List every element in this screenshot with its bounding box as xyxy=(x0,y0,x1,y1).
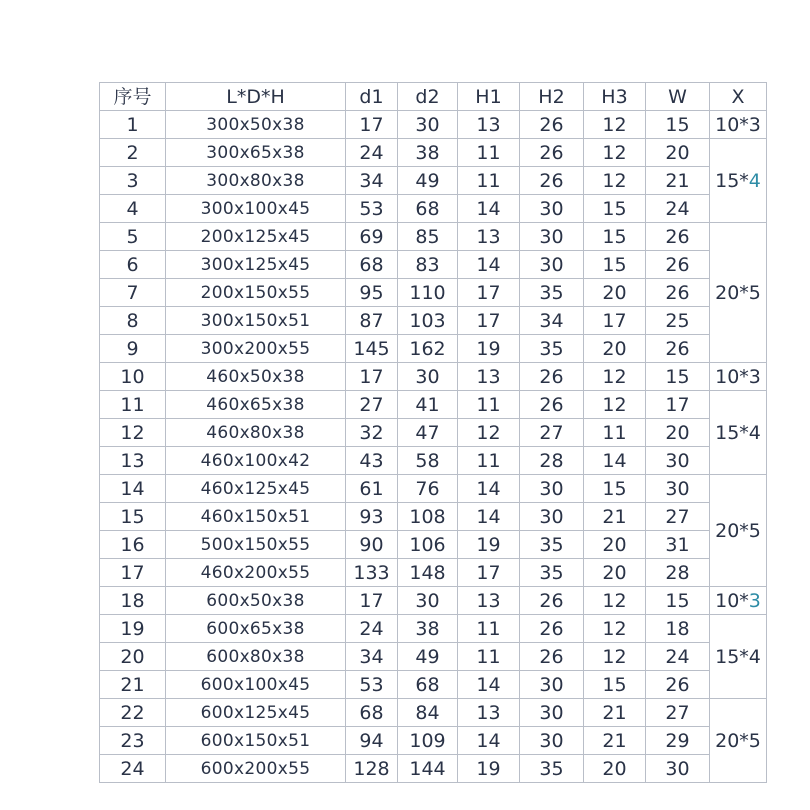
cell-d1: 53 xyxy=(346,195,398,223)
cell-h3: 12 xyxy=(584,615,646,643)
cell-h1: 11 xyxy=(458,447,520,475)
cell-h3: 12 xyxy=(584,167,646,195)
cell-w: 20 xyxy=(646,419,710,447)
cell-index: 20 xyxy=(100,643,166,671)
cell-h1: 14 xyxy=(458,727,520,755)
x-base: 20* xyxy=(715,729,749,752)
cell-d2: 41 xyxy=(398,391,458,419)
cell-w: 24 xyxy=(646,643,710,671)
cell-h1: 13 xyxy=(458,699,520,727)
cell-h3: 12 xyxy=(584,391,646,419)
header-index: 序号 xyxy=(100,83,166,111)
cell-h3: 12 xyxy=(584,363,646,391)
cell-d2: 38 xyxy=(398,139,458,167)
cell-w: 30 xyxy=(646,447,710,475)
cell-ldh: 600x65x38 xyxy=(166,615,346,643)
cell-x xyxy=(710,111,767,139)
cell-d1: 69 xyxy=(346,223,398,251)
cell-index: 19 xyxy=(100,615,166,643)
cell-h1: 17 xyxy=(458,279,520,307)
cell-ldh: 460x80x38 xyxy=(166,419,346,447)
cell-d2: 30 xyxy=(398,363,458,391)
table-row xyxy=(100,111,767,139)
cell-d1: 128 xyxy=(346,755,398,783)
table-row xyxy=(100,447,767,475)
cell-d2: 148 xyxy=(398,559,458,587)
cell-d1: 27 xyxy=(346,391,398,419)
header-d2: d2 xyxy=(398,83,458,111)
x-base: 15* xyxy=(715,645,749,668)
x-base: 15* xyxy=(715,169,749,192)
cell-h2: 35 xyxy=(520,531,584,559)
cell-ldh: 300x80x38 xyxy=(166,167,346,195)
table-row xyxy=(100,587,767,615)
table-row xyxy=(100,531,767,559)
cell-h2: 30 xyxy=(520,195,584,223)
header-d1: d1 xyxy=(346,83,398,111)
table-row xyxy=(100,139,767,167)
cell-h2: 26 xyxy=(520,167,584,195)
cell-ldh: 200x125x45 xyxy=(166,223,346,251)
cell-ldh: 460x65x38 xyxy=(166,391,346,419)
cell-h3: 15 xyxy=(584,475,646,503)
cell-h3: 21 xyxy=(584,699,646,727)
cell-d2: 162 xyxy=(398,335,458,363)
x-base: 20* xyxy=(715,281,749,304)
cell-h1: 17 xyxy=(458,559,520,587)
x-num: 4 xyxy=(748,645,761,668)
cell-h3: 20 xyxy=(584,755,646,783)
cell-x xyxy=(710,587,767,615)
cell-h3: 15 xyxy=(584,195,646,223)
cell-ldh: 300x150x51 xyxy=(166,307,346,335)
cell-h2: 30 xyxy=(520,251,584,279)
cell-d2: 68 xyxy=(398,671,458,699)
cell-w: 15 xyxy=(646,111,710,139)
cell-h3: 12 xyxy=(584,643,646,671)
cell-h3: 21 xyxy=(584,503,646,531)
cell-h3: 12 xyxy=(584,139,646,167)
cell-w: 26 xyxy=(646,671,710,699)
x-num: 3 xyxy=(748,589,761,612)
cell-d2: 76 xyxy=(398,475,458,503)
cell-h2: 26 xyxy=(520,363,584,391)
cell-d1: 17 xyxy=(346,111,398,139)
cell-d2: 38 xyxy=(398,615,458,643)
cell-index: 16 xyxy=(100,531,166,559)
table-row xyxy=(100,391,767,419)
cell-index: 9 xyxy=(100,335,166,363)
cell-w: 27 xyxy=(646,503,710,531)
table-row xyxy=(100,559,767,587)
cell-h2: 26 xyxy=(520,615,584,643)
cell-h3: 15 xyxy=(584,251,646,279)
x-base: 15* xyxy=(715,421,749,444)
cell-index: 12 xyxy=(100,419,166,447)
cell-ldh: 600x50x38 xyxy=(166,587,346,615)
x-num: 5 xyxy=(748,729,761,752)
cell-w: 21 xyxy=(646,167,710,195)
cell-index: 23 xyxy=(100,727,166,755)
cell-ldh: 600x125x45 xyxy=(166,699,346,727)
table-row xyxy=(100,699,767,727)
cell-d1: 87 xyxy=(346,307,398,335)
cell-d1: 68 xyxy=(346,251,398,279)
cell-ldh: 600x100x45 xyxy=(166,671,346,699)
cell-h1: 14 xyxy=(458,503,520,531)
table-row xyxy=(100,755,767,783)
cell-w: 26 xyxy=(646,335,710,363)
cell-ldh: 460x100x42 xyxy=(166,447,346,475)
cell-index: 2 xyxy=(100,139,166,167)
cell-d1: 24 xyxy=(346,615,398,643)
cell-index: 6 xyxy=(100,251,166,279)
cell-d1: 93 xyxy=(346,503,398,531)
cell-ldh: 300x100x45 xyxy=(166,195,346,223)
x-num: 3 xyxy=(748,365,761,388)
cell-d2: 110 xyxy=(398,279,458,307)
cell-w: 26 xyxy=(646,223,710,251)
cell-h2: 30 xyxy=(520,475,584,503)
cell-d2: 108 xyxy=(398,503,458,531)
table-body xyxy=(100,111,767,783)
cell-h2: 30 xyxy=(520,503,584,531)
cell-w: 18 xyxy=(646,615,710,643)
cell-x xyxy=(710,699,767,783)
cell-d2: 47 xyxy=(398,419,458,447)
cell-ldh: 460x200x55 xyxy=(166,559,346,587)
cell-h1: 14 xyxy=(458,195,520,223)
cell-d1: 34 xyxy=(346,167,398,195)
cell-d1: 24 xyxy=(346,139,398,167)
header-h1: H1 xyxy=(458,83,520,111)
cell-d2: 30 xyxy=(398,111,458,139)
header-ldh: L*D*H xyxy=(166,83,346,111)
cell-index: 24 xyxy=(100,755,166,783)
table-row xyxy=(100,503,767,531)
cell-h2: 28 xyxy=(520,447,584,475)
cell-index: 5 xyxy=(100,223,166,251)
cell-h3: 17 xyxy=(584,307,646,335)
cell-w: 31 xyxy=(646,531,710,559)
cell-d2: 49 xyxy=(398,643,458,671)
cell-index: 8 xyxy=(100,307,166,335)
cell-w: 24 xyxy=(646,195,710,223)
cell-h1: 11 xyxy=(458,167,520,195)
cell-d1: 94 xyxy=(346,727,398,755)
cell-h3: 15 xyxy=(584,671,646,699)
cell-d1: 145 xyxy=(346,335,398,363)
cell-w: 26 xyxy=(646,279,710,307)
cell-h2: 35 xyxy=(520,559,584,587)
cell-w: 30 xyxy=(646,475,710,503)
cell-h3: 15 xyxy=(584,223,646,251)
header-x: X xyxy=(710,83,767,111)
header-h2: H2 xyxy=(520,83,584,111)
table-row xyxy=(100,223,767,251)
cell-d1: 34 xyxy=(346,643,398,671)
cell-h2: 27 xyxy=(520,419,584,447)
cell-h3: 11 xyxy=(584,419,646,447)
cell-h1: 11 xyxy=(458,391,520,419)
cell-h3: 20 xyxy=(584,531,646,559)
table-row xyxy=(100,671,767,699)
x-num: 5 xyxy=(748,281,761,304)
cell-d1: 17 xyxy=(346,363,398,391)
header-w: W xyxy=(646,83,710,111)
cell-h2: 34 xyxy=(520,307,584,335)
cell-h2: 26 xyxy=(520,111,584,139)
cell-index: 11 xyxy=(100,391,166,419)
cell-ldh: 460x150x51 xyxy=(166,503,346,531)
cell-h2: 30 xyxy=(520,699,584,727)
cell-ldh: 460x125x45 xyxy=(166,475,346,503)
cell-index: 15 xyxy=(100,503,166,531)
cell-ldh: 500x150x55 xyxy=(166,531,346,559)
cell-d1: 90 xyxy=(346,531,398,559)
cell-ldh: 600x150x51 xyxy=(166,727,346,755)
cell-h1: 19 xyxy=(458,531,520,559)
cell-d1: 32 xyxy=(346,419,398,447)
cell-d1: 133 xyxy=(346,559,398,587)
table-row xyxy=(100,727,767,755)
spec-table xyxy=(99,82,767,783)
cell-d2: 30 xyxy=(398,587,458,615)
cell-w: 27 xyxy=(646,699,710,727)
cell-d2: 58 xyxy=(398,447,458,475)
header-h3: H3 xyxy=(584,83,646,111)
cell-index: 14 xyxy=(100,475,166,503)
cell-ldh: 300x65x38 xyxy=(166,139,346,167)
x-num: 5 xyxy=(748,519,761,542)
cell-h1: 13 xyxy=(458,223,520,251)
cell-h1: 14 xyxy=(458,475,520,503)
x-base: 20* xyxy=(715,519,749,542)
cell-h3: 21 xyxy=(584,727,646,755)
cell-h2: 35 xyxy=(520,755,584,783)
cell-ldh: 460x50x38 xyxy=(166,363,346,391)
cell-h1: 13 xyxy=(458,587,520,615)
cell-h2: 35 xyxy=(520,335,584,363)
cell-d2: 85 xyxy=(398,223,458,251)
cell-h2: 30 xyxy=(520,727,584,755)
cell-ldh: 600x200x55 xyxy=(166,755,346,783)
cell-ldh: 600x80x38 xyxy=(166,643,346,671)
cell-index: 18 xyxy=(100,587,166,615)
cell-d2: 83 xyxy=(398,251,458,279)
cell-h1: 11 xyxy=(458,643,520,671)
cell-h3: 12 xyxy=(584,587,646,615)
cell-d2: 68 xyxy=(398,195,458,223)
cell-d1: 43 xyxy=(346,447,398,475)
x-num: 4 xyxy=(748,169,761,192)
cell-h2: 35 xyxy=(520,279,584,307)
cell-d2: 103 xyxy=(398,307,458,335)
cell-w: 20 xyxy=(646,139,710,167)
cell-index: 1 xyxy=(100,111,166,139)
cell-h1: 11 xyxy=(458,139,520,167)
cell-h2: 26 xyxy=(520,643,584,671)
cell-w: 15 xyxy=(646,587,710,615)
table-row xyxy=(100,475,767,503)
cell-h2: 26 xyxy=(520,587,584,615)
cell-h1: 17 xyxy=(458,307,520,335)
cell-h3: 12 xyxy=(584,111,646,139)
cell-h1: 14 xyxy=(458,671,520,699)
cell-d1: 53 xyxy=(346,671,398,699)
table-row xyxy=(100,195,767,223)
cell-h2: 30 xyxy=(520,671,584,699)
table-row xyxy=(100,643,767,671)
cell-w: 26 xyxy=(646,251,710,279)
cell-h1: 11 xyxy=(458,615,520,643)
cell-d2: 106 xyxy=(398,531,458,559)
x-base: 10* xyxy=(715,365,749,388)
cell-index: 22 xyxy=(100,699,166,727)
table-row xyxy=(100,419,767,447)
table-row xyxy=(100,307,767,335)
cell-d1: 68 xyxy=(346,699,398,727)
cell-x xyxy=(710,139,767,223)
table-row xyxy=(100,335,767,363)
cell-d2: 109 xyxy=(398,727,458,755)
table-row xyxy=(100,363,767,391)
cell-h3: 20 xyxy=(584,559,646,587)
cell-h1: 19 xyxy=(458,755,520,783)
cell-h3: 20 xyxy=(584,335,646,363)
table-row xyxy=(100,279,767,307)
cell-index: 4 xyxy=(100,195,166,223)
cell-x xyxy=(710,475,767,587)
cell-d2: 144 xyxy=(398,755,458,783)
cell-index: 21 xyxy=(100,671,166,699)
x-num: 3 xyxy=(748,113,761,136)
cell-h2: 26 xyxy=(520,391,584,419)
cell-h3: 14 xyxy=(584,447,646,475)
cell-w: 17 xyxy=(646,391,710,419)
cell-index: 17 xyxy=(100,559,166,587)
cell-x xyxy=(710,223,767,363)
cell-d2: 49 xyxy=(398,167,458,195)
cell-h1: 12 xyxy=(458,419,520,447)
cell-w: 25 xyxy=(646,307,710,335)
cell-d1: 17 xyxy=(346,587,398,615)
x-base: 10* xyxy=(715,113,749,136)
table-row xyxy=(100,167,767,195)
cell-x xyxy=(710,391,767,475)
cell-h1: 13 xyxy=(458,111,520,139)
cell-h2: 30 xyxy=(520,223,584,251)
table-row xyxy=(100,251,767,279)
cell-h1: 13 xyxy=(458,363,520,391)
cell-index: 10 xyxy=(100,363,166,391)
cell-d2: 84 xyxy=(398,699,458,727)
cell-ldh: 300x50x38 xyxy=(166,111,346,139)
cell-h3: 20 xyxy=(584,279,646,307)
cell-index: 13 xyxy=(100,447,166,475)
header-row xyxy=(100,83,767,111)
cell-h2: 26 xyxy=(520,139,584,167)
x-base: 10* xyxy=(715,589,749,612)
cell-w: 29 xyxy=(646,727,710,755)
x-num: 4 xyxy=(748,421,761,444)
cell-ldh: 300x200x55 xyxy=(166,335,346,363)
cell-d1: 61 xyxy=(346,475,398,503)
cell-d1: 95 xyxy=(346,279,398,307)
cell-w: 28 xyxy=(646,559,710,587)
cell-index: 3 xyxy=(100,167,166,195)
cell-ldh: 300x125x45 xyxy=(166,251,346,279)
cell-w: 15 xyxy=(646,363,710,391)
table-row xyxy=(100,615,767,643)
cell-h1: 14 xyxy=(458,251,520,279)
cell-x xyxy=(710,363,767,391)
cell-w: 30 xyxy=(646,755,710,783)
cell-index: 7 xyxy=(100,279,166,307)
cell-x xyxy=(710,615,767,699)
cell-h1: 19 xyxy=(458,335,520,363)
cell-ldh: 200x150x55 xyxy=(166,279,346,307)
